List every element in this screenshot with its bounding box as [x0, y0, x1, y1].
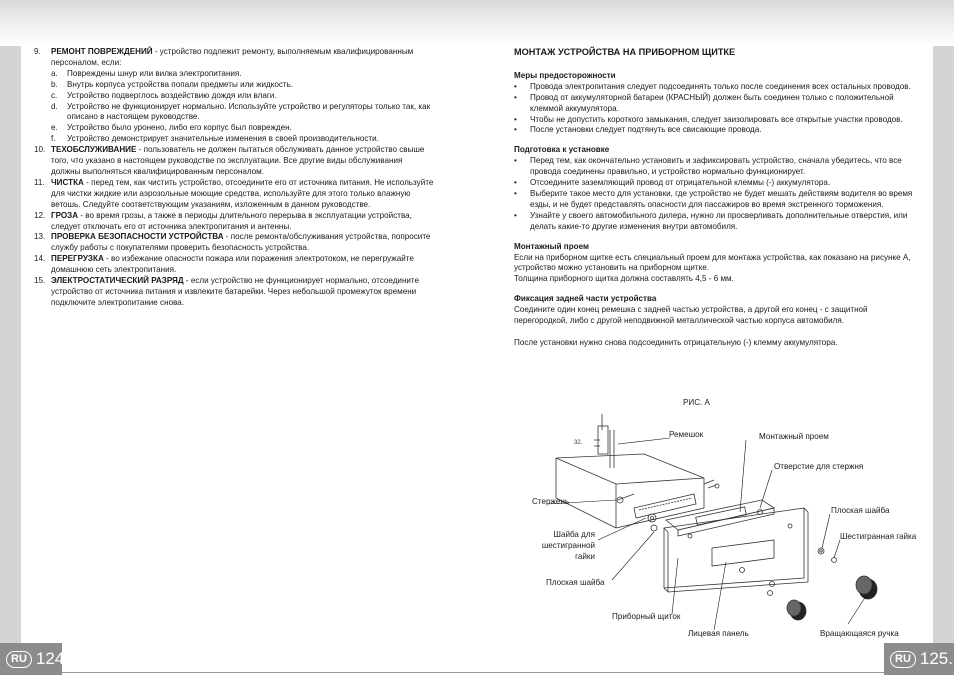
item-title: ГРОЗА — [51, 210, 79, 220]
item-text: - устройство подлежит ремонту, выполняемым квалифицированным персоналом, если: — [51, 47, 414, 67]
item-number: 11. — [34, 177, 45, 187]
sub-letter: d. — [51, 101, 58, 111]
bullet-text: Отсоедините заземляющий провод от отрицательной клеммы (-) аккумулятора. — [530, 178, 831, 188]
label-hex-washer-line-2: шестигранной — [541, 541, 595, 550]
list-item — [34, 145, 434, 178]
preparation-heading: Подготовка к установке — [514, 145, 610, 155]
bullet-text: После установки следует подтянуть все свисающие провода. — [530, 125, 762, 135]
item-title: ЭЛЕКТРОСТАТИЧЕСКИЙ РАЗРЯД — [51, 276, 184, 286]
bullet-text: Выберите такое место для установки, где устройство не будет мешать действиям водителя во время езды, и не будет представлять опасности для пассажиров во время экстренного торможения. — [530, 188, 913, 209]
language-badge: RU — [890, 651, 916, 668]
bullet-icon: • — [514, 114, 517, 124]
item-title: ПЕРЕГРУЗКА — [51, 254, 104, 264]
label-strap: Ремешок — [669, 430, 704, 439]
item-number: 12. — [34, 210, 46, 220]
bullet-text: Перед тем, как окончательно установить и зафиксировать устройство, сначала убедитесь, что все провода соединены правильно, и устройство нормально функционирует. — [530, 156, 902, 177]
installation-drawing — [514, 408, 924, 643]
list-item — [514, 156, 916, 178]
sub-text: Устройство подверглось воздействию дождя или влаги. — [67, 90, 277, 100]
page-number: 125. — [919, 649, 953, 668]
opening-heading: Монтажный проем — [514, 241, 589, 251]
item-title: ТЕХОБСЛУЖИВАНИЕ — [51, 145, 137, 155]
page-number: 124. — [35, 649, 69, 668]
installation-diagram — [514, 408, 924, 643]
list-item — [514, 82, 916, 93]
rear-fix-heading: Фиксация задней части устройства — [514, 294, 657, 304]
sub-letter: a. — [51, 68, 58, 78]
mounting-sleeve — [666, 500, 774, 536]
bullet-icon: • — [514, 92, 517, 102]
label-flat-washer-left: Плоская шайба — [546, 578, 605, 587]
label-hex-washer-line-1: Шайба для — [553, 530, 595, 539]
bullet-icon: • — [514, 81, 517, 91]
sub-item — [34, 134, 434, 145]
label-rod-hole: Отверстие для стержня — [774, 462, 864, 471]
sub-item — [34, 80, 434, 91]
page-header-band — [0, 0, 954, 46]
list-item — [34, 232, 434, 254]
label-rod: Стержень — [532, 497, 570, 506]
sub-letter: c. — [51, 90, 58, 100]
strap-drawing — [574, 414, 614, 468]
list-item — [34, 276, 434, 309]
sub-item — [34, 102, 434, 124]
item-text: - после ремонта/обслуживания устройства, попросите службу работы с покупателями проверить безопасность устройства. — [51, 232, 431, 253]
left-page-content — [34, 47, 434, 309]
svg-text:32.: 32. — [574, 440, 583, 446]
bullet-icon: • — [514, 156, 517, 166]
page-number-left — [0, 643, 69, 675]
item-text: - если устройство не функционирует нормально, отсоедините устройство от источника питания и извлеките батарейки. Через небольшой промежуток времени подключите электропитание снова. — [51, 276, 420, 307]
list-item — [514, 93, 916, 115]
list-item — [34, 211, 434, 233]
item-number: 9. — [34, 47, 41, 56]
label-front-panel: Лицевая панель — [688, 629, 749, 638]
sub-text: Устройство не функционирует нормально. Используйте устройство и регуляторы только так, как описано в настоящем руководстве. — [67, 101, 431, 122]
list-item — [514, 115, 916, 126]
language-badge: RU — [6, 651, 32, 668]
bullet-text: Узнайте у своего автомобильного дилера, нужно ли просверливать дополнительные отверстия, или делать какие-то другие изменения внутри автомобиля. — [530, 210, 908, 231]
list-item — [514, 178, 916, 189]
label-dashboard: Приборный щиток — [612, 612, 681, 621]
list-item — [514, 189, 916, 211]
label-hex-nut: Шестигранная гайка — [840, 532, 917, 541]
bullet-icon: • — [514, 125, 517, 135]
item-text: - во время грозы, а также в периоды длительного перерыва в эксплуатации устройства, следует отключать его от источника электропитания и антенны. — [51, 210, 412, 231]
right-margin-bar — [933, 46, 954, 675]
item-number: 15. — [34, 276, 46, 286]
sub-item — [34, 123, 434, 134]
opening-text: Если на приборном щитке есть специальный проем для монтажа устройства, как показано на рисунке А, устройство можно установить на приборном щитке. — [514, 252, 911, 273]
bullet-icon: • — [514, 188, 517, 198]
bullet-text: Чтобы не допустить короткого замыкания, следует заизолировать все открытые участки проводов. — [530, 114, 903, 124]
sub-text: Устройство было уронено, либо его корпус был поврежден. — [67, 123, 292, 133]
list-item — [34, 178, 434, 211]
item-text: - перед тем, как чистить устройство, отсоедините его от источника питания. Не используйте для чистки жидкие или аэрозольные моющие средства, используйте для этого только влажную ветошь. Следуйте соответствующим указаниям, изложенным в данном руководстве. — [51, 177, 434, 209]
after-install-text: После установки нужно снова подсоединить отрицательную (-) клемму аккумулятора. — [514, 337, 838, 347]
sub-text: Устройство демонстрирует значительные изменения в своей производительности. — [67, 134, 379, 144]
bullet-text: Провод от аккумуляторной батареи (КРАСНЫЙ) должен быть соединен только с положительной клеммой аккумулятора. — [530, 92, 894, 113]
precautions-heading: Меры предосторожности — [514, 70, 616, 80]
sub-letter: e. — [51, 123, 58, 133]
label-flat-washer-right: Плоская шайба — [831, 506, 890, 515]
right-page-content — [514, 47, 916, 349]
item-text: - пользователь не должен пытаться обслуживать данное устройство свыше того, что указано в настоящем руководстве по эксплуатации. Все другие виды обслуживания должны выполняться квалифицированным персоналом. — [51, 145, 425, 176]
bullet-icon: • — [514, 210, 517, 220]
sub-text: Внутрь корпуса устройства попали предметы или жидкость. — [67, 79, 294, 89]
label-hex-washer — [541, 529, 595, 562]
rear-fix-text: Соедините один конец ремешка с задней частью устройства, а другой его конец - с защитной перегородкой, либо с другой неподвижной металлической частью корпуса автомобиля. — [514, 305, 868, 326]
dashboard-panel — [664, 508, 808, 592]
item-title: ПРОВЕРКА БЕЗОПАСНОСТИ УСТРОЙСТВА — [51, 232, 224, 242]
label-hex-washer-line-3: гайки — [575, 552, 595, 561]
item-number: 13. — [34, 232, 46, 242]
sub-text: Повреждены шнур или вилка электропитания. — [67, 68, 242, 78]
sub-letter: f. — [51, 134, 56, 144]
item-number: 14. — [34, 254, 46, 264]
bottom-rule — [21, 672, 933, 673]
list-item — [514, 125, 916, 136]
page-number-right — [884, 643, 954, 675]
item-text: - во избежание опасности пожара или поражения электротоком, не перегружайте домашнюю сеть электропитания. — [51, 254, 414, 275]
sub-item — [34, 69, 434, 80]
item-title: ЧИСТКА — [51, 177, 84, 187]
sub-letter: b. — [51, 79, 58, 89]
bullet-text: Провода электропитания следует подсоединять только после соединения всех остальных проводов. — [530, 81, 911, 91]
label-mount-opening: Монтажный проем — [759, 432, 829, 441]
bullet-icon: • — [514, 178, 517, 188]
list-item — [514, 211, 916, 233]
opening-text-2: Толщина приборного щитка должна составлять 4,5 - 6 мм. — [514, 274, 734, 284]
label-rotary-knob: Вращающаяся ручка — [820, 629, 899, 638]
item-title: РЕМОНТ ПОВРЕЖДЕНИЙ — [51, 47, 153, 56]
item-number: 10. — [34, 145, 46, 155]
list-item — [34, 254, 434, 276]
list-item — [34, 47, 434, 69]
figure-caption: РИС. А — [683, 398, 710, 407]
section-title: МОНТАЖ УСТРОЙСТВА НА ПРИБОРНОМ ЩИТКЕ — [514, 47, 736, 57]
sub-item — [34, 91, 434, 102]
left-margin-bar — [0, 46, 21, 675]
